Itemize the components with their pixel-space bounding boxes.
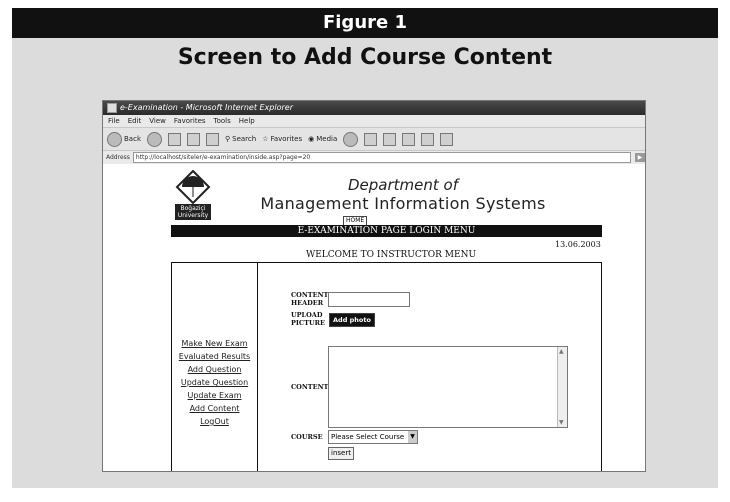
chevron-down-icon[interactable]: ▼ [408,431,417,443]
forward-button[interactable] [147,132,162,147]
nav-update-question[interactable]: Update Question [180,378,249,387]
window-titlebar [103,101,645,115]
nav-logout[interactable]: LogOut [200,417,229,426]
menu-file[interactable]: File [108,117,120,125]
favorites-button[interactable] [262,135,302,143]
print-icon[interactable] [383,133,396,146]
department-line-2: Management Information Systems [260,194,546,213]
scroll-up-icon[interactable]: ▲ [559,348,564,355]
search-button[interactable] [225,135,256,143]
home-icon[interactable] [206,133,219,146]
refresh-icon[interactable] [187,133,200,146]
figure-caption: Screen to Add Course Content [177,45,553,70]
media-button[interactable] [308,135,337,143]
go-arrow-icon[interactable]: ▶ [635,153,645,162]
favorites-label: Favorites [270,135,303,143]
search-label: Search [232,135,257,143]
address-input[interactable]: http://localhost/siteler/e-examination/inside.asp?page=20 [133,152,631,163]
content-header-label: CONTENT HEADER [291,291,329,307]
back-arrow-icon [107,132,122,147]
nav-column [172,263,258,472]
mail-icon[interactable] [364,133,377,146]
university-name: Boğaziçi University [175,204,211,220]
menu-tools[interactable]: Tools [213,117,231,125]
department-line-1: Department of [348,176,458,194]
nav-evaluated-results[interactable]: Evaluated Results [178,352,251,361]
star-icon: ☆ [262,135,269,143]
web-page [103,164,645,472]
course-select-value: Please Select Course [331,433,405,441]
search-icon: ⚲ [225,135,231,143]
insert-button[interactable]: insert [328,447,354,460]
home-button[interactable]: HOME [343,216,367,226]
nav-update-exam[interactable]: Update Exam [187,391,242,400]
page-title-band: E-EXAMINATION PAGE LOGIN MENU [171,225,602,237]
welcome-heading: WELCOME TO INSTRUCTOR MENU [305,250,477,260]
menu-favorites[interactable]: Favorites [173,117,206,125]
instructor-nav [172,337,257,428]
stop-icon[interactable] [168,133,181,146]
nav-make-new-exam[interactable]: Make New Exam [181,339,248,348]
current-date: 13.06.2003 [555,240,601,249]
browser-toolbar [103,127,645,151]
main-table [171,262,602,472]
content-textarea[interactable] [328,346,568,428]
figure-label: Figure 1 [12,8,718,38]
ie-icon [107,103,117,113]
media-label: Media [316,135,338,143]
edit-icon[interactable] [402,133,415,146]
nav-add-question[interactable]: Add Question [187,365,242,374]
upload-picture-label: UPLOAD PICTURE [291,311,325,327]
scroll-down-icon[interactable]: ▼ [559,419,564,426]
browser-window [102,100,646,472]
back-button[interactable] [107,132,141,147]
nav-add-content[interactable]: Add Content [189,404,240,413]
textarea-scrollbar[interactable] [557,347,567,427]
menu-help[interactable]: Help [238,117,255,125]
content-label: CONTENT [291,383,329,391]
content-header-input[interactable] [328,292,410,307]
address-bar [103,151,645,164]
back-label: Back [124,135,141,143]
media-icon: ◉ [308,135,315,143]
figure-frame [12,8,718,488]
course-label: COURSE [291,433,323,441]
discuss-icon[interactable] [421,133,434,146]
menu-view[interactable]: View [149,117,166,125]
window-title: e-Examination - Microsoft Internet Explorer [120,103,293,112]
history-icon[interactable] [343,132,358,147]
add-photo-button[interactable]: Add photo [329,313,375,327]
address-label: Address [106,154,130,161]
menu-edit[interactable]: Edit [127,117,142,125]
menu-bar [103,115,645,127]
course-select[interactable] [328,430,418,444]
messenger-icon[interactable] [440,133,453,146]
